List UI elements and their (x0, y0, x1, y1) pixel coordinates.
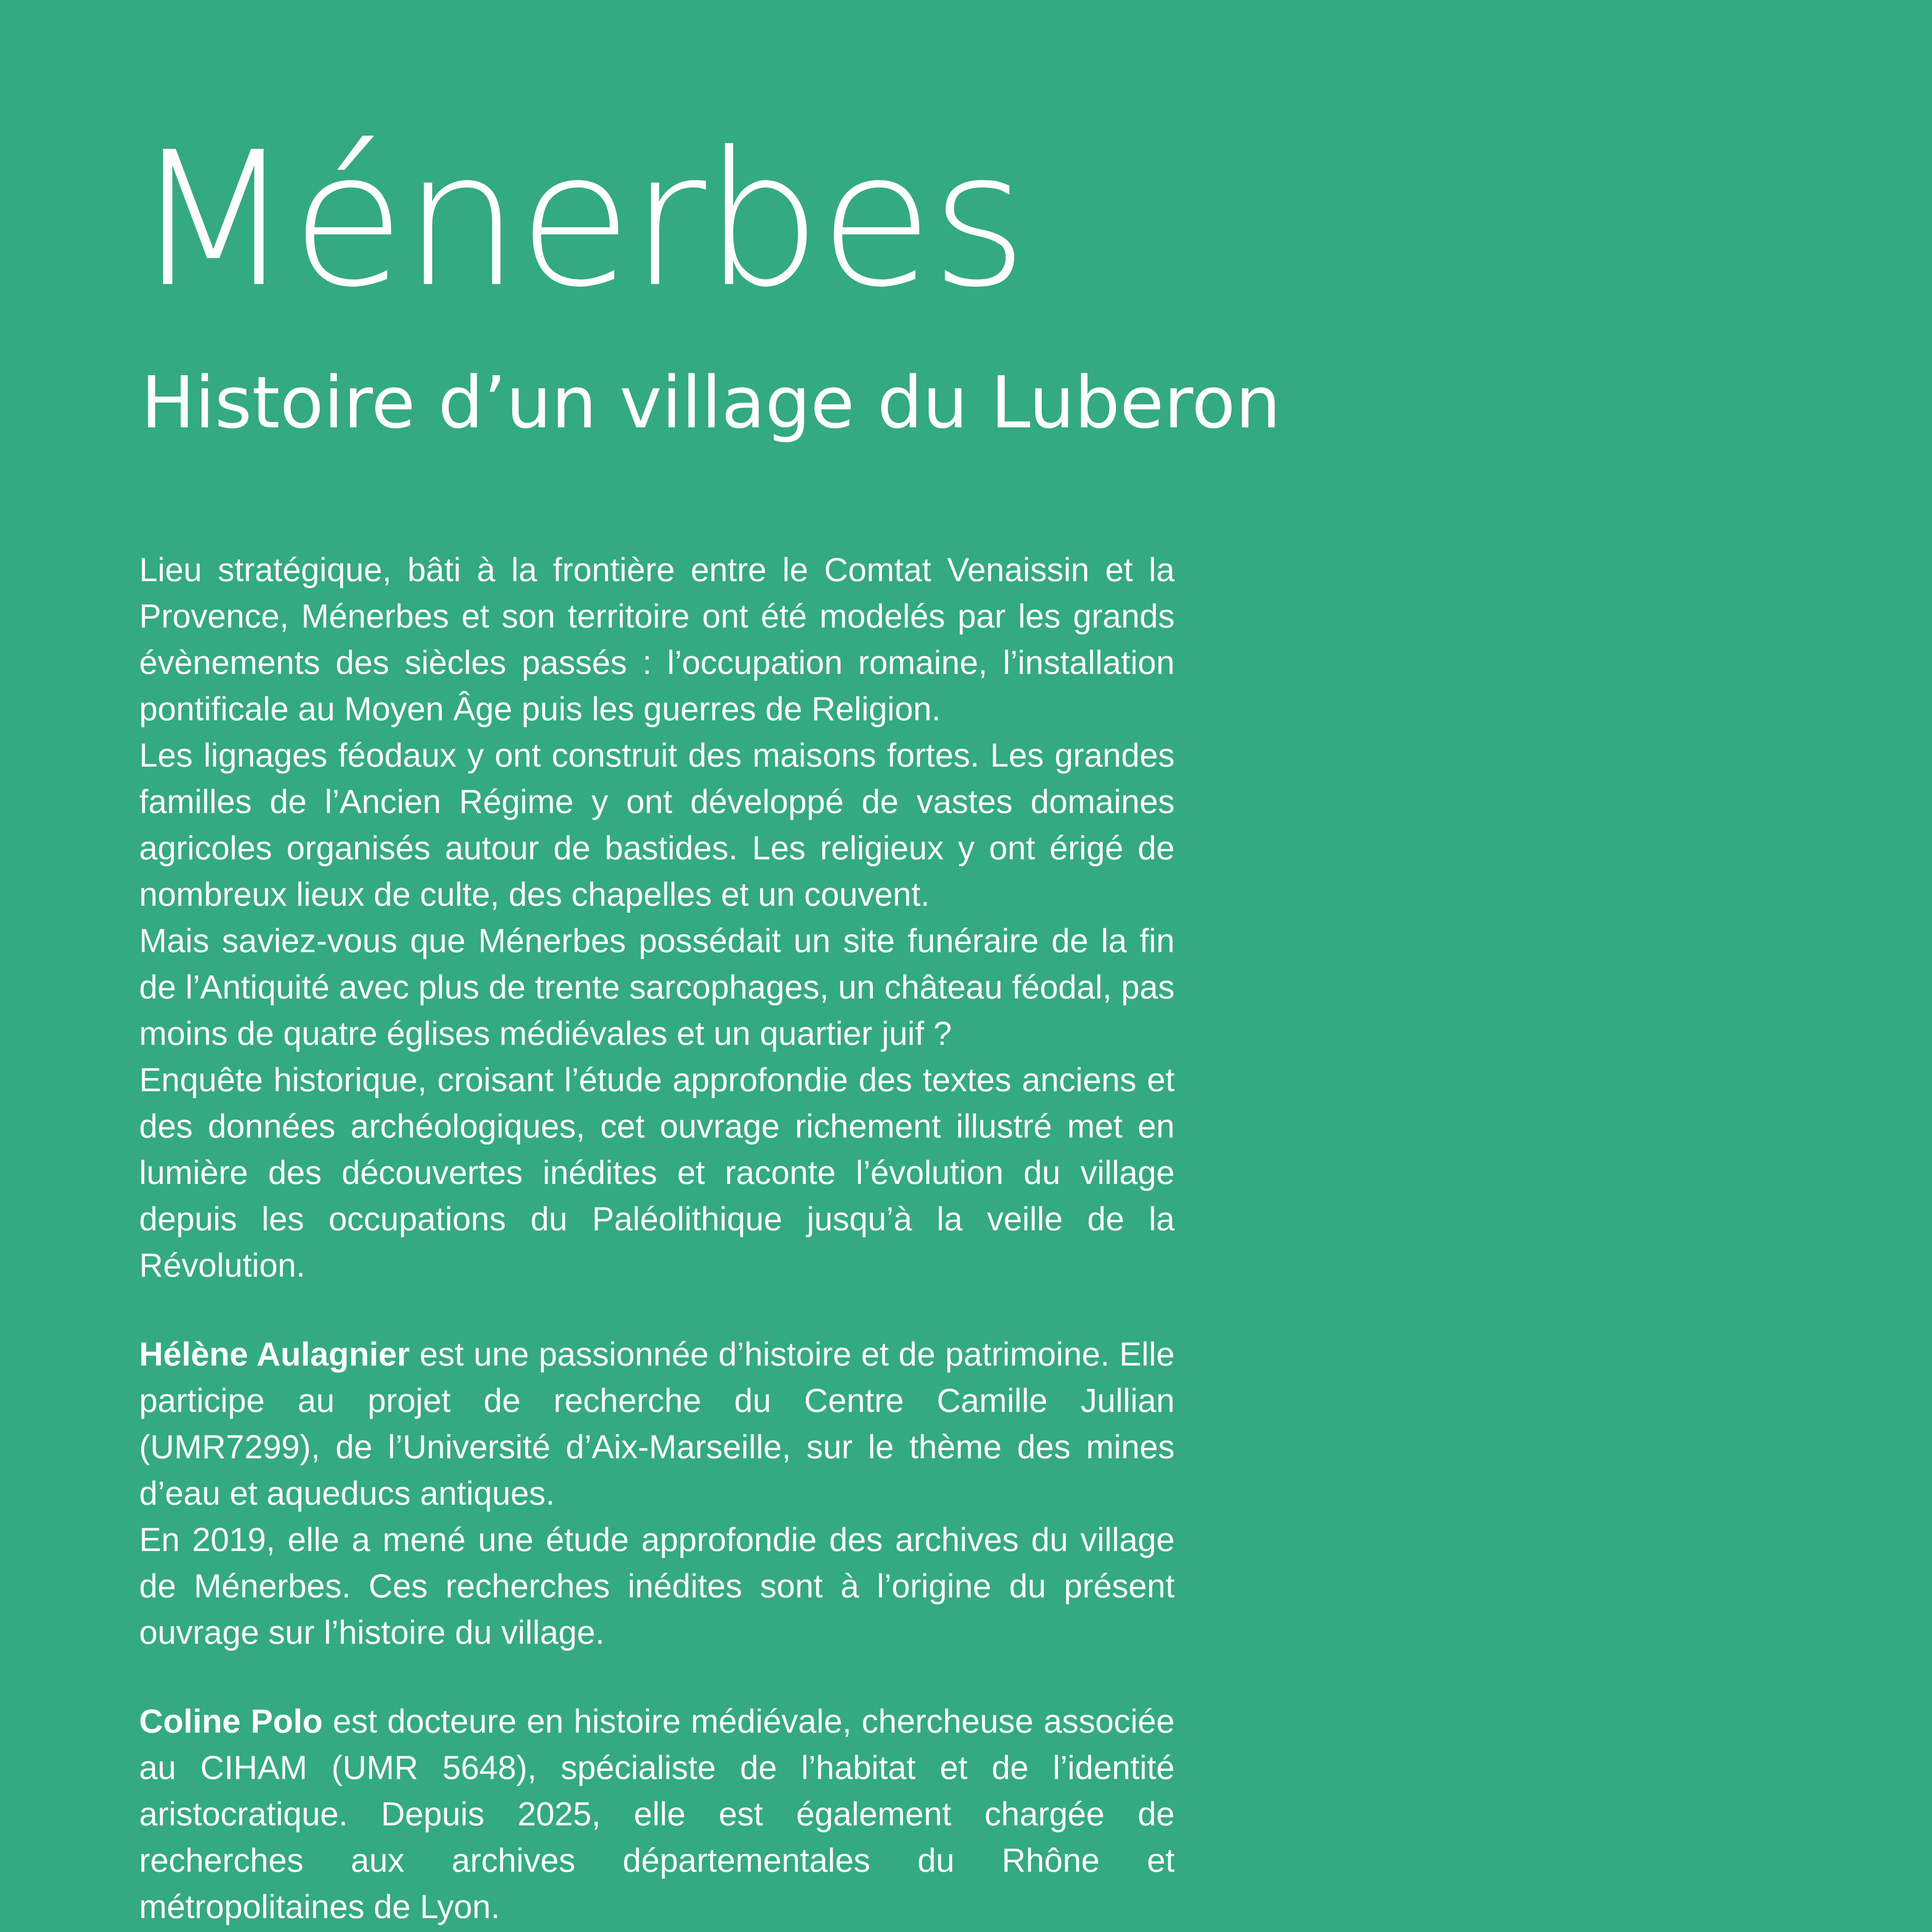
author-bio-aulagnier-text: est une passionnée d’histoire et de patrimoine. Elle participe au projet de recherche du Centre Camille Jullian (UMR7299), de l’Université d’Aix-Marseille, sur le thème des mines d’eau et aqueducs antiques. (139, 1336, 1175, 1512)
section-spacer (139, 1289, 1175, 1331)
book-title: Ménerbes (133, 112, 1026, 328)
description-paragraph-4: Enquête historique, croisant l’étude approfondie des textes anciens et des données archéologiques, cet ouvrage richement illustré met en lumière des découvertes inédites et raconte l’évolution du village depuis les occupations du Paléolithique jusqu’à la veille de la Révolution. (139, 1061, 1175, 1284)
back-cover-text (139, 547, 1175, 1930)
description-paragraph-3: Mais saviez-vous que Ménerbes possédait un site funéraire de la fin de l’Antiquité avec plus de trente sarcophages, un château féodal, pas moins de quatre églises médiévales et un quartier juif ? (139, 922, 1175, 1052)
author-name-polo: Coline Polo (139, 1703, 323, 1740)
section-spacer (139, 1656, 1175, 1698)
author-bio-aulagnier (139, 1331, 1175, 1517)
author-bio-polo-text: est docteure en histoire médiévale, chercheuse associée au CIHAM (UMR 5648), spécialiste de l’habitat et de l’identité aristocratique. Depuis 2025, elle est également chargée de recherches aux archives départementales du Rhône et métropolitaines de Lyon. (139, 1703, 1175, 1925)
author-bio-polo (139, 1698, 1175, 1930)
description-paragraph-1: Lieu stratégique, bâti à la frontière entre le Comtat Venaissin et la Provence, Ménerbes et son territoire ont été modelés par les grands évènements des siècles passés : l’occupation romaine, l’installation pontificale au Moyen Âge puis les guerres de Religion. (139, 551, 1175, 728)
author-name-aulagnier: Hélène Aulagnier (139, 1336, 410, 1373)
author-bio-aulagnier-2: En 2019, elle a mené une étude approfondie des archives du village de Ménerbes. Ces recherches inédites sont à l’origine du présent ouvrage sur l’histoire du village. (139, 1521, 1175, 1651)
description-paragraph-2: Les lignages féodaux y ont construit des maisons fortes. Les grandes familles de l’Ancien Régime y ont développé de vastes domaines agricoles organisés autour de bastides. Les religieux y ont érigé de nombreux lieux de culte, des chapelles et un couvent. (139, 737, 1175, 913)
book-subtitle: Histoire d’un village du Luberon (141, 361, 1281, 444)
